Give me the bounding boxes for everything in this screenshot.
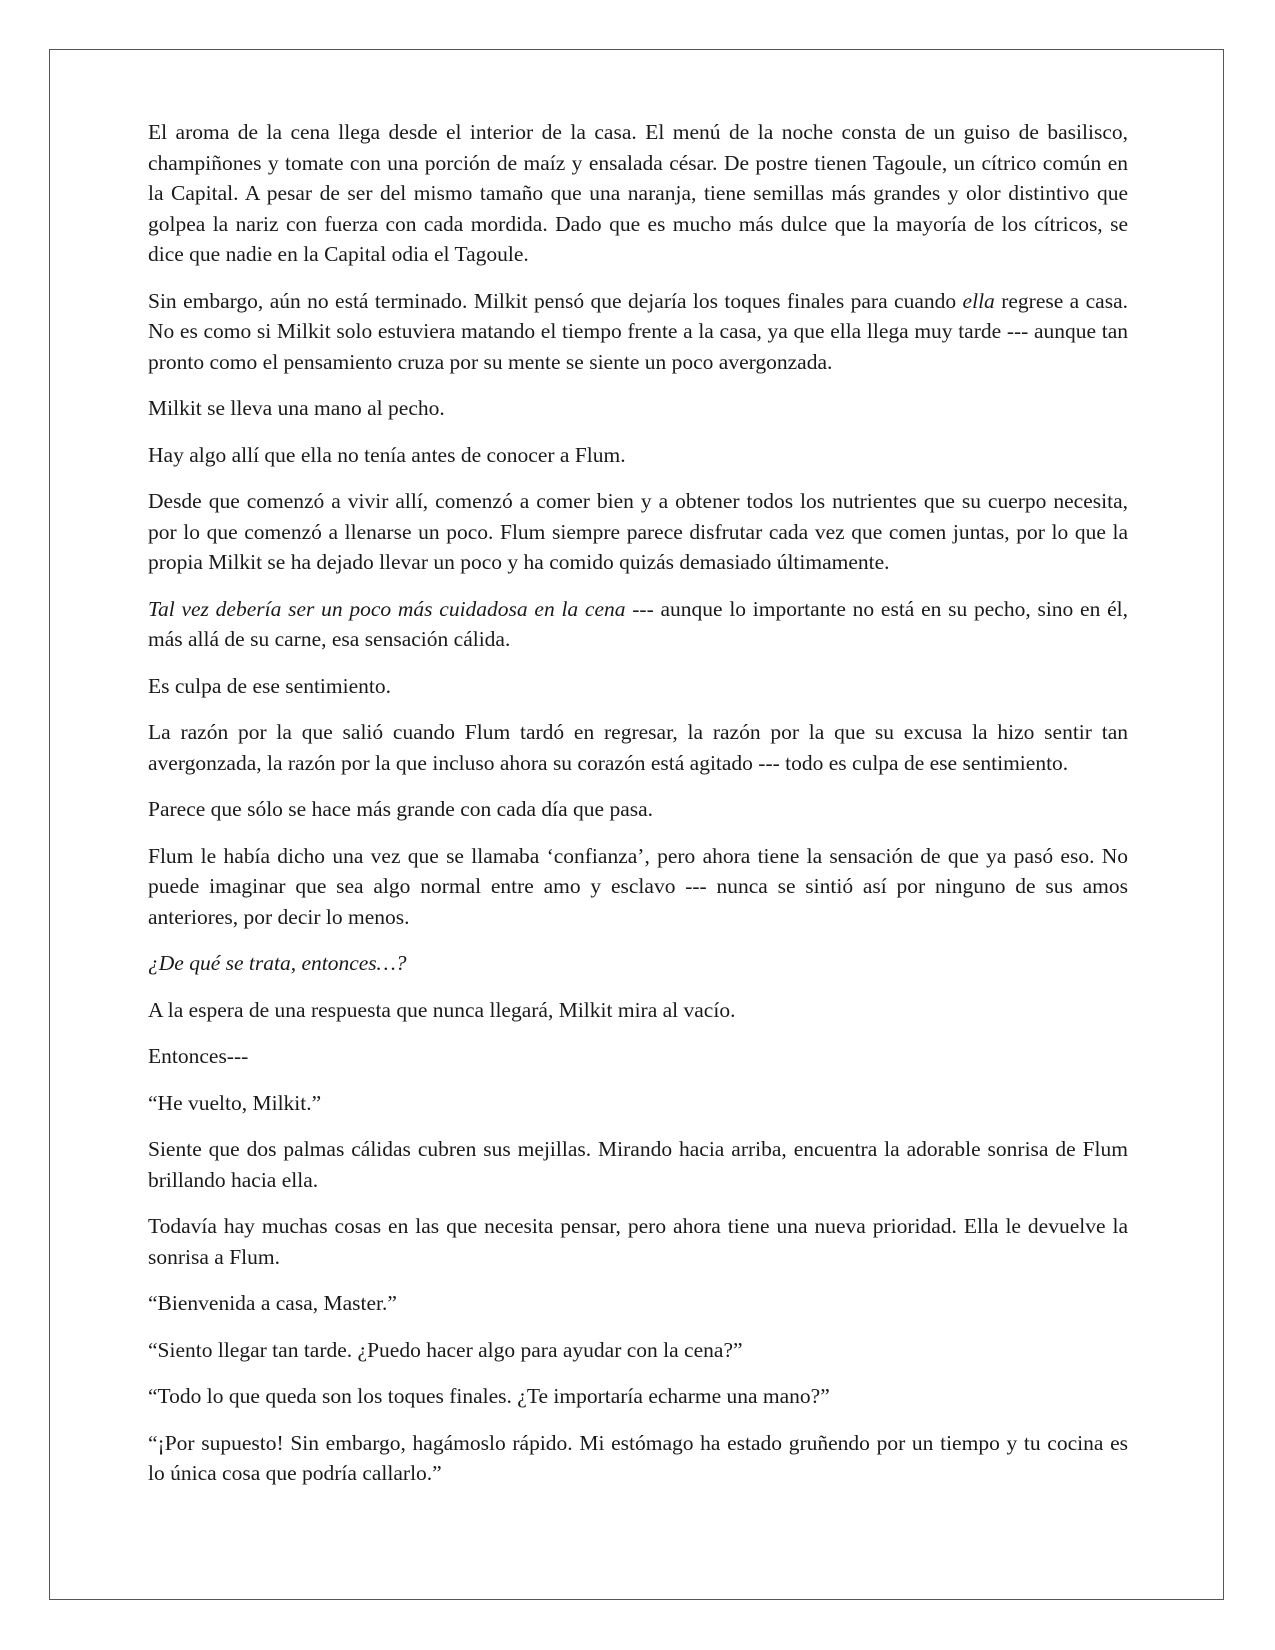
paragraph: “Todo lo que queda son los toques finales. ¿Te importaría echarme una mano?” [148, 1384, 830, 1408]
paragraph: “He vuelto, Milkit.” [148, 1090, 322, 1115]
italic-text: Tal vez debería ser un poco más cuidadosa en la cena [148, 596, 626, 621]
paragraph: El aroma de la cena llega desde el interior de la casa. El menú de la noche consta de un guiso de basilisco, champiñones y tomate con una porción de maíz y ensalada césar. De postre tienen Tagoule, un cítrico común en la Capital. A pesar de ser del mismo tamaño que una naranja, tiene semillas más grandes y olor distintivo que golpea la nariz con fuerza con cada mordida. Dado que es mucho más dulce que la mayoría de los cítricos, se dice que nadie en la Capital odia el Tagoule. [148, 120, 1128, 266]
paragraph: A la espera de una respuesta que nunca llegará, Milkit mira al vacío. [148, 997, 736, 1022]
document-body [148, 117, 1128, 1505]
paragraph: Entonces--- [148, 1044, 249, 1068]
italic-text: ¿De qué se trata, entonces…? [148, 951, 407, 975]
paragraph: “Siento llegar tan tarde. ¿Puedo hacer algo para ayudar con la cena?” [148, 1337, 743, 1362]
paragraph: Milkit se lleva una mano al pecho. [148, 396, 445, 420]
paragraph: Siente que dos palmas cálidas cubren sus mejillas. Mirando hacia arriba, encuentra la adorable sonrisa de Flum brillando hacia ella. [148, 1137, 1128, 1192]
paragraph: “Bienvenida a casa, Master.” [148, 1291, 397, 1315]
paragraph: Sin embargo, aún no está terminado. Milkit pensó que dejaría los toques finales para cuando ella regrese a casa. No es como si Milkit solo estuviera matando el tiempo frente a la casa, ya que ella llega muy tarde --- aunque tan pronto como el pensamiento cruza por su mente se siente un poco avergonzada. [148, 288, 1128, 374]
paragraph: La razón por la que salió cuando Flum tardó en regresar, la razón por la que su excusa la hizo sentir tan avergonzada, la razón por la que incluso ahora su corazón está agitado --- todo es culpa de ese sentimiento. [148, 720, 1128, 775]
paragraph: Flum le había dicho una vez que se llamaba ‘confianza’, pero ahora tiene la sensación de que ya pasó eso. No puede imaginar que sea algo normal entre amo y esclavo --- nunca se sintió así por ninguno de sus amos anteriores, por decir lo menos. [148, 843, 1128, 929]
paragraph: “¡Por supuesto! Sin embargo, hagámoslo rápido. Mi estómago ha estado gruñendo por un tiempo y tu cocina es lo única cosa que podría callarlo.” [148, 1430, 1128, 1485]
paragraph: Parece que sólo se hace más grande con cada día que pasa. [148, 797, 654, 821]
paragraph: Tal vez debería ser un poco más cuidadosa en la cena --- aunque lo importante no está en su pecho, sino en él, más allá de su carne, esa sensación cálida. [148, 596, 1128, 651]
paragraph: Hay algo allí que ella no tenía antes de conocer a Flum. [148, 442, 626, 467]
paragraph: Todavía hay muchas cosas en las que necesita pensar, pero ahora tiene una nueva prioridad. Ella le devuelve la sonrisa a Flum. [148, 1214, 1128, 1269]
italic-text: ella [962, 288, 995, 313]
paragraph: Desde que comenzó a vivir allí, comenzó a comer bien y a obtener todos los nutrientes que su cuerpo necesita, por lo que comenzó a llenarse un poco. Flum siempre parece disfrutar cada vez que comen juntas, por lo que la propia Milkit se ha dejado llevar un poco y ha comido quizás demasiado últimamente. [148, 489, 1128, 574]
paragraph [148, 948, 1128, 979]
paragraph: Es culpa de ese sentimiento. [148, 673, 391, 698]
